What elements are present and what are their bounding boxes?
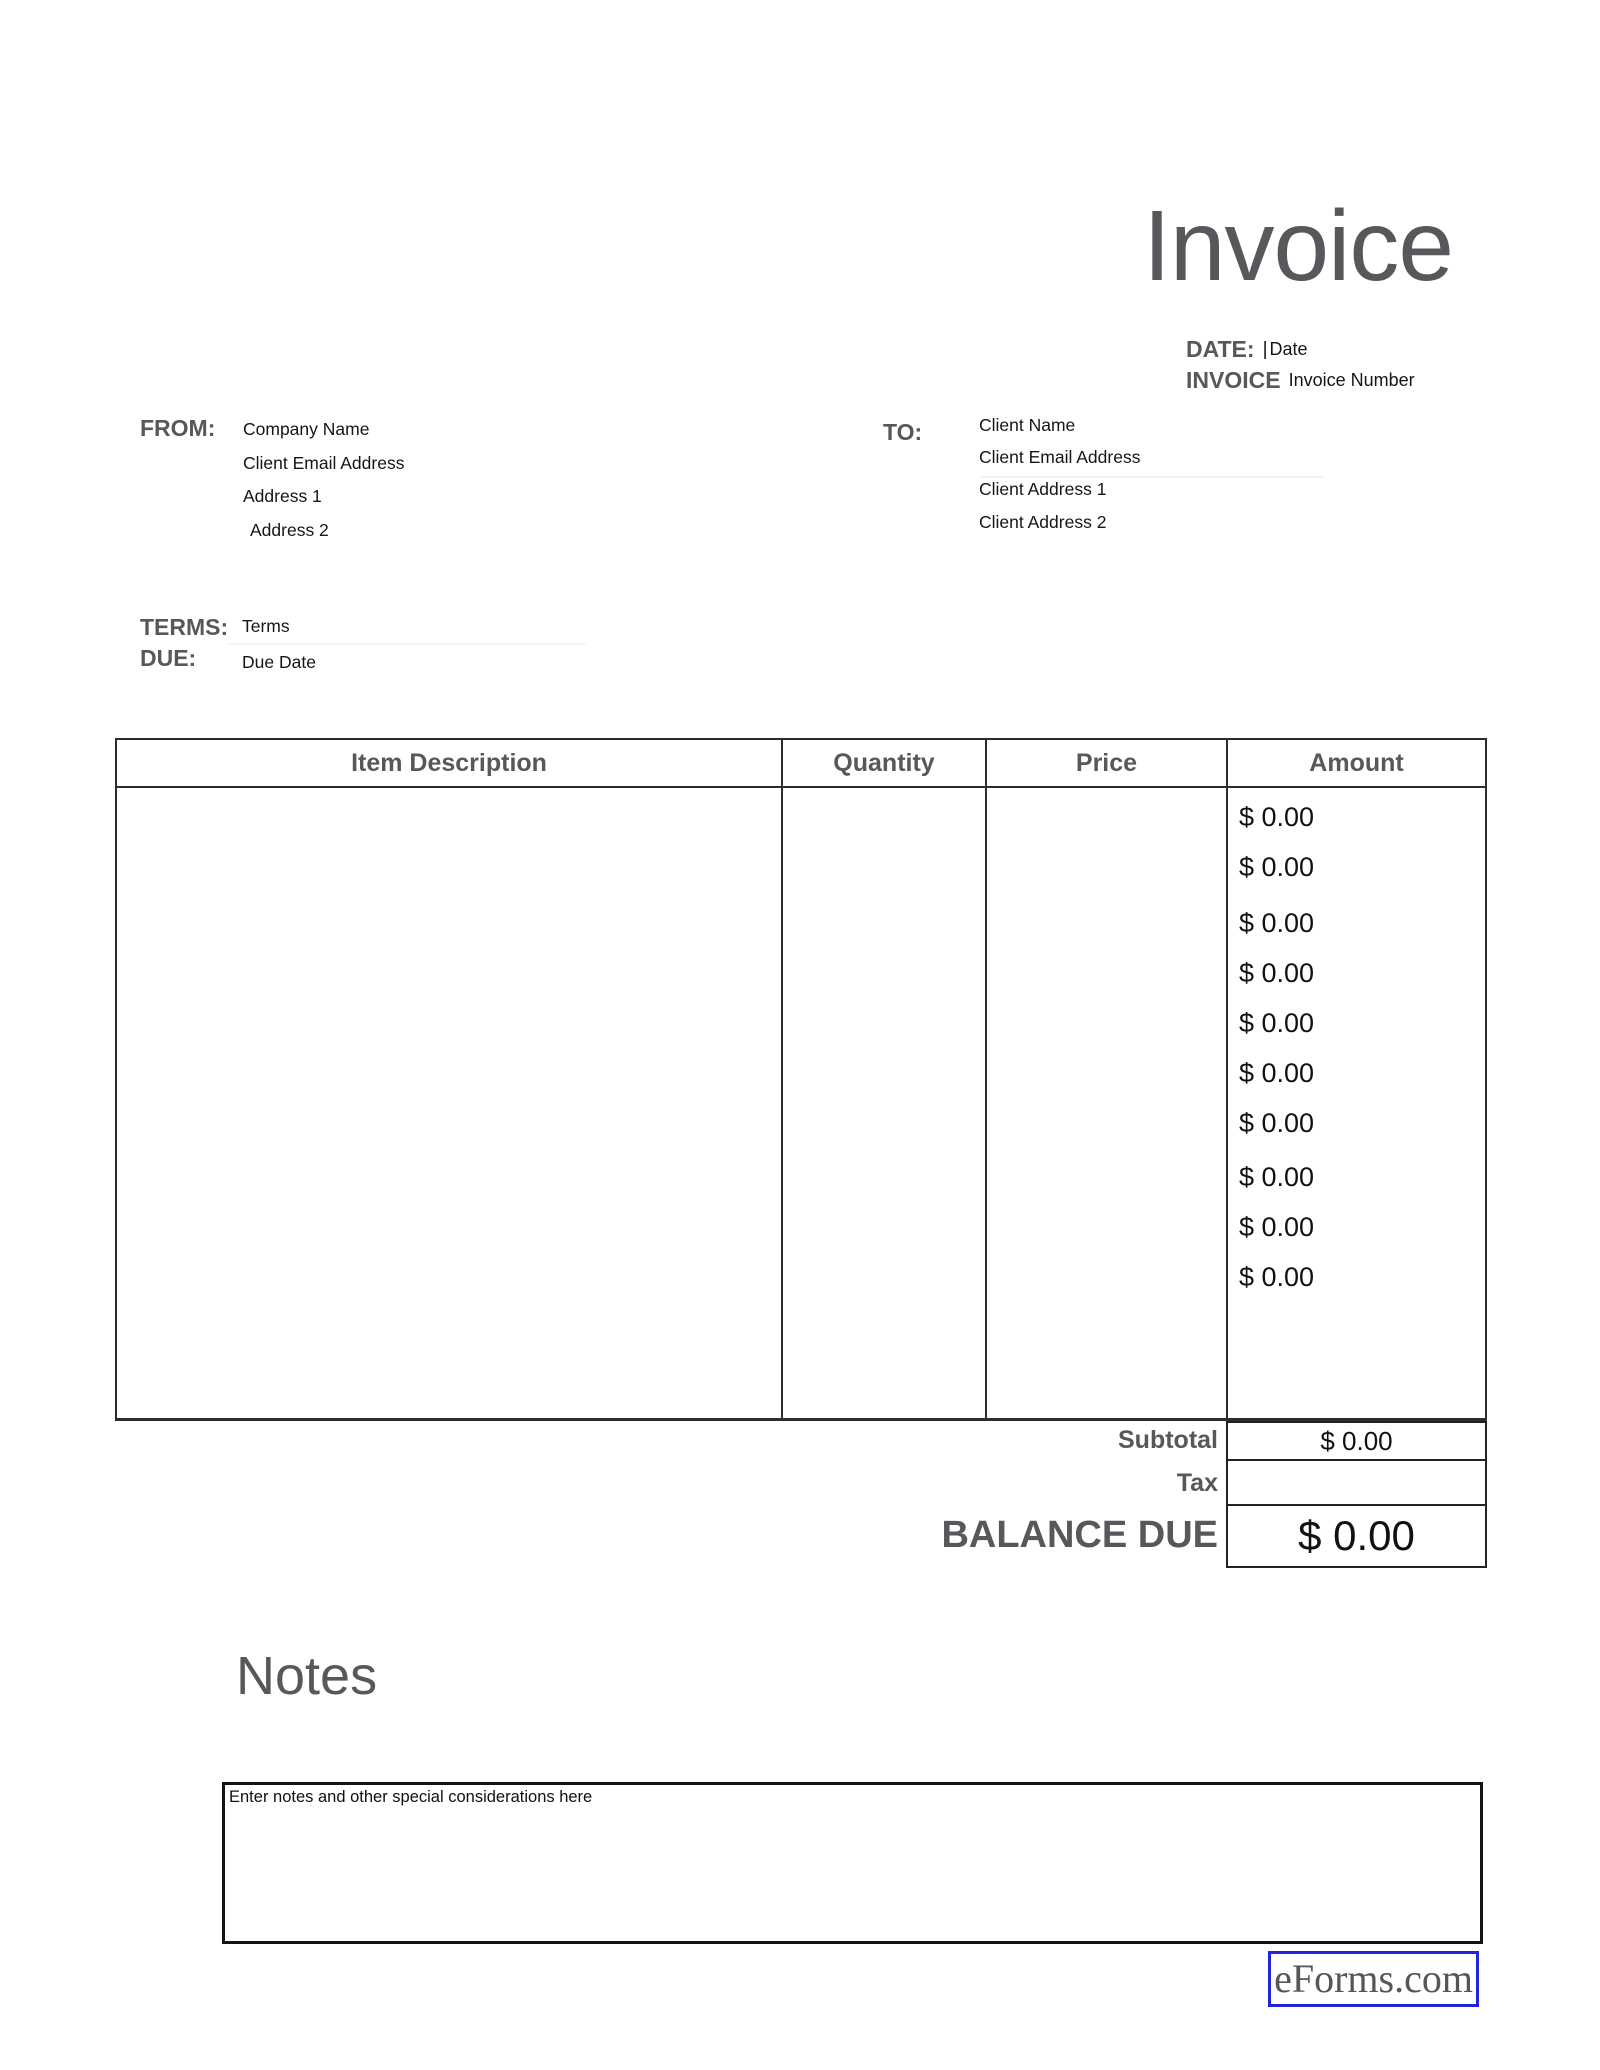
to-fields (979, 409, 1140, 539)
amount-cell[interactable]: $ 0.00 (1239, 851, 1315, 882)
column-header-quantity: Quantity (783, 740, 987, 786)
ghost-underline (979, 476, 1324, 478)
eforms-logo-text: eForms.com (1274, 1956, 1473, 2001)
from-fields (243, 413, 404, 547)
amount-cell[interactable]: $ 0.00 (1239, 1107, 1315, 1138)
text-cursor: | (1262, 338, 1268, 360)
amount-list (1228, 788, 1485, 1302)
subtotal-label: Subtotal (1118, 1426, 1218, 1454)
table-header-row (117, 740, 1485, 788)
eforms-logo-link[interactable] (1268, 1951, 1479, 2007)
invoice-number-field[interactable]: Invoice Number (1288, 370, 1415, 390)
subtotal-value-box[interactable]: $ 0.00 (1226, 1421, 1487, 1461)
quantity-input-area[interactable] (783, 788, 987, 1418)
column-header-amount: Amount (1309, 748, 1404, 777)
balance-due-label: BALANCE DUE (941, 1514, 1218, 1556)
from-label: FROM: (140, 415, 216, 441)
to-address2-field[interactable]: Client Address 2 (979, 511, 1107, 532)
terms-label: TERMS: (140, 614, 229, 640)
column-header-price: Price (987, 740, 1228, 786)
amount-cell[interactable]: $ 0.00 (1239, 801, 1315, 832)
column-header-item-description: Item Description (117, 740, 783, 786)
from-company-name-field[interactable]: Company Name (243, 419, 370, 440)
amount-column (1228, 788, 1485, 1418)
table-body (117, 788, 1485, 1418)
from-email-field[interactable]: Client Email Address (243, 452, 405, 473)
items-table (115, 738, 1487, 1421)
date-field[interactable]: Date (1269, 339, 1308, 359)
notes-placeholder: Enter notes and other special considerations here (229, 1788, 593, 1806)
invoice-number-label: INVOICE (1186, 367, 1281, 393)
invoice-number-row (1186, 365, 1415, 396)
to-client-name-field[interactable]: Client Name (979, 414, 1076, 435)
price-input-area[interactable] (987, 788, 1228, 1418)
invoice-meta (1186, 334, 1415, 396)
page-title: Invoice (1143, 190, 1453, 302)
date-label: DATE: (1186, 336, 1255, 362)
description-input-area[interactable] (117, 788, 783, 1418)
to-label: TO: (883, 419, 923, 445)
tax-label: Tax (1176, 1469, 1218, 1497)
balance-due-value-box[interactable]: $ 0.00 (1226, 1504, 1487, 1568)
to-email-field[interactable]: Client Email Address (979, 447, 1141, 468)
date-row (1186, 334, 1415, 365)
from-address1-field[interactable]: Address 1 (243, 486, 322, 507)
amount-cell[interactable]: $ 0.00 (1239, 1161, 1315, 1192)
from-address2-field[interactable]: Address 2 (250, 519, 329, 540)
to-address1-field[interactable]: Client Address 1 (979, 479, 1107, 500)
due-date-field[interactable]: Due Date (242, 652, 316, 672)
terms-field[interactable]: Terms (242, 616, 290, 636)
amount-cell[interactable]: $ 0.00 (1239, 957, 1315, 988)
amount-cell[interactable]: $ 0.00 (1239, 1261, 1315, 1292)
amount-cell[interactable]: $ 0.00 (1239, 1007, 1315, 1038)
tax-input-box[interactable] (1226, 1459, 1487, 1506)
amount-cell[interactable]: $ 0.00 (1239, 907, 1315, 938)
notes-textarea[interactable] (222, 1782, 1483, 1944)
amount-cell[interactable]: $ 0.00 (1239, 1211, 1315, 1242)
ghost-underline (226, 643, 586, 645)
amount-cell[interactable]: $ 0.00 (1239, 1057, 1315, 1088)
due-label: DUE: (140, 645, 197, 671)
notes-heading: Notes (236, 1646, 378, 1706)
